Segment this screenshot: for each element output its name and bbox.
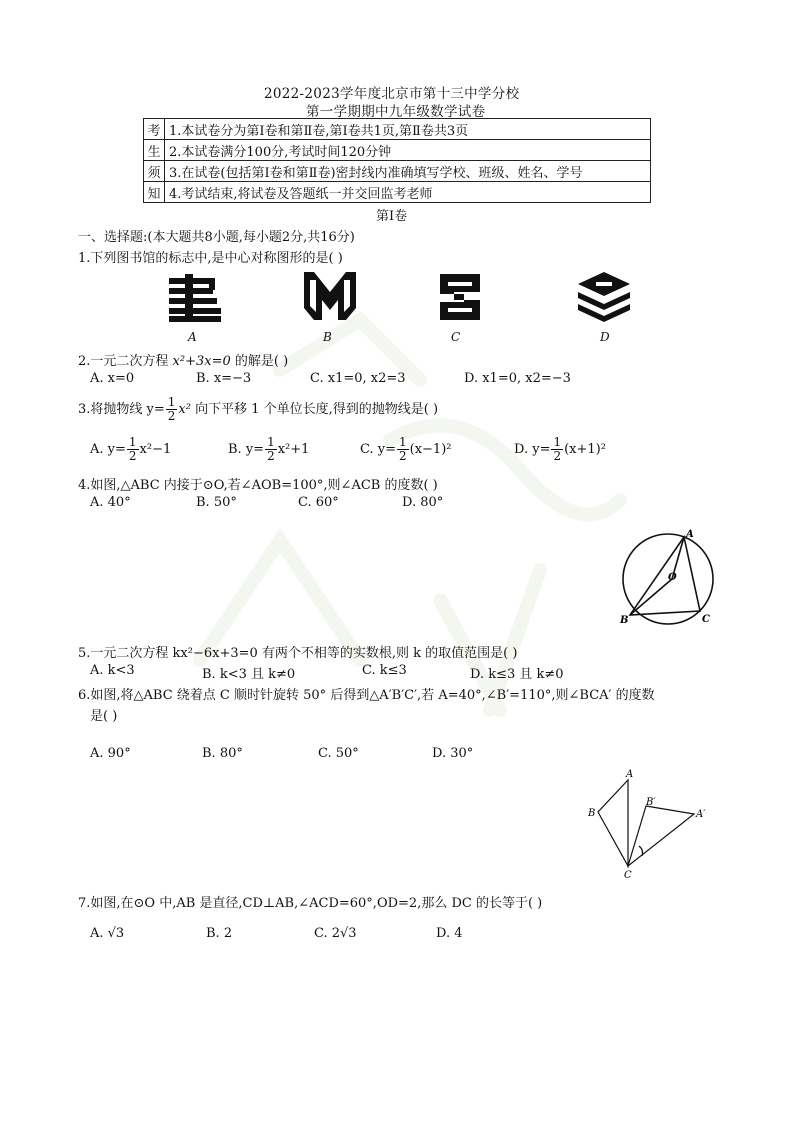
point-b-label: B [588,808,596,819]
q3-option-d[interactable]: D. y= $\frac{1}{2}$ (x+1)² [514,435,606,463]
point-b-prime-label: B′ [646,797,656,808]
notice-side-char: 须 [144,161,165,182]
q2-option-d[interactable]: D. x1=0, x2=−3 [464,371,571,386]
point-b-label: B [620,615,629,626]
q6-rotation-figure [584,766,724,882]
q6-option-c[interactable]: C. 50° [318,746,359,761]
triangle-a1b1c [628,806,694,866]
q3-pre: 3.将抛物线 y= [78,402,165,417]
question-3-text [78,396,438,423]
question-2-text [78,350,288,369]
triangle-abc [598,780,628,866]
q4-option-c[interactable]: C. 60° [298,495,339,510]
q6-option-b[interactable]: B. 80° [202,746,243,761]
q3-option-a[interactable]: A. y= $\frac{1}{2}$ x²−1 [90,435,172,463]
library-logo-c-icon [434,272,486,322]
q7-option-d[interactable]: D. 4 [436,926,463,941]
library-logo-b-icon [302,270,358,322]
point-c-label: C [702,614,710,625]
point-a-label: A [626,769,634,780]
q2-equation: x²+3x=0 [172,354,231,369]
notice-side-char: 考 [144,119,165,140]
q2-option-b[interactable]: B. x=−3 [196,371,252,386]
q2-option-a[interactable]: A. x=0 [90,371,135,386]
notice-item: 3.在试卷(包括第Ⅰ卷和第Ⅱ卷)密封线内准确填写学校、班级、姓名、学号 [165,161,651,182]
q6-option-d[interactable]: D. 30° [432,746,474,761]
q5-option-c[interactable]: C. k≤3 [362,663,407,678]
section-title: 一、选择题:(本大题共8小题,每小题2分,共16分) [78,230,355,245]
q3-post: 向下平移 1 个单位长度,得到的抛物线是( ) [190,402,439,417]
question-7-text: 7.如图,在⊙O 中,AB 是直径,CD⊥AB,∠ACD=60°,OD=2,那么 DC 的长等于( ) [78,896,543,911]
q7-option-a[interactable]: A. √3 [90,926,125,941]
q4-option-a[interactable]: A. 40° [90,495,131,510]
notice-item: 4.考试结束,将试卷及答题纸一并交回监考老师 [165,182,651,203]
library-logo-d-icon [576,270,632,322]
q3-x2: x² [178,402,191,417]
exam-title-line2: 第一学期期中九年级数学试卷 [306,104,486,120]
exam-notice-table [143,118,651,203]
q3-option-b[interactable]: B. y= $\frac{1}{2}$ x²+1 [228,435,310,463]
volume-title: 第Ⅰ卷 [376,209,408,224]
q3-fraction: $\frac{1}{2}$ [167,395,176,423]
q5-option-d[interactable]: D. k≤3 且 k≠0 [470,667,564,682]
point-a-prime-label: A′ [696,809,706,820]
q3-option-c[interactable]: C. y= $\frac{1}{2}$ (x−1)² [360,435,452,463]
q4-option-b[interactable]: B. 50° [196,495,237,510]
point-c-label: C [624,870,632,881]
logo-label-b: B [323,330,332,344]
q2-option-c[interactable]: C. x1=0, x2=3 [310,371,406,386]
logo-label-d: D [600,330,610,344]
watermark [160,240,660,800]
question-6-text-line1: 6.如图,将△ABC 绕着点 C 顺时针旋转 50° 后得到△A′B′C′,若 A=40°,∠B′=110°,则∠BCA′ 的度数 [78,688,655,703]
q2-pre: 2.一元二次方程 [78,354,173,369]
question-4-text: 4.如图,△ABC 内接于⊙O,若∠AOB=100°,则∠ACB 的度数( ) [78,478,438,493]
notice-item: 2.本试卷满分100分,考试时间120分钟 [165,140,651,161]
question-1-text: 1.下列图书馆的标志中,是中心对称图形的是( ) [78,251,343,266]
q4-circle-figure [610,525,720,630]
exam-title-line1: 2022-2023学年度北京市第十三中学分校 [264,86,520,102]
q5-option-a[interactable]: A. k<3 [90,663,135,678]
q7-option-b[interactable]: B. 2 [206,926,233,941]
q5-option-b[interactable]: B. k<3 且 k≠0 [202,667,296,682]
question-5-text: 5.一元二次方程 kx²−6x+3=0 有两个不相等的实数根,则 k 的取值范围是( ) [78,646,518,661]
point-a-label: A [686,529,694,540]
point-o-label: O [668,572,677,583]
notice-item: 1.本试卷分为第Ⅰ卷和第Ⅱ卷,第Ⅰ卷共1页,第Ⅱ卷共3页 [165,119,651,140]
q4-option-d[interactable]: D. 80° [402,495,444,510]
logo-label-c: C [451,330,461,344]
triangle-abc [630,537,700,615]
q6-option-a[interactable]: A. 90° [90,746,131,761]
q2-post: 的解是( ) [230,354,289,369]
notice-side-char: 生 [144,140,165,161]
q7-option-c[interactable]: C. 2√3 [314,926,357,941]
logo-label-a: A [188,330,197,344]
library-logo-a-icon [165,272,225,324]
question-6-text-line2: 是( ) [90,709,118,724]
notice-side-char: 知 [144,182,165,203]
